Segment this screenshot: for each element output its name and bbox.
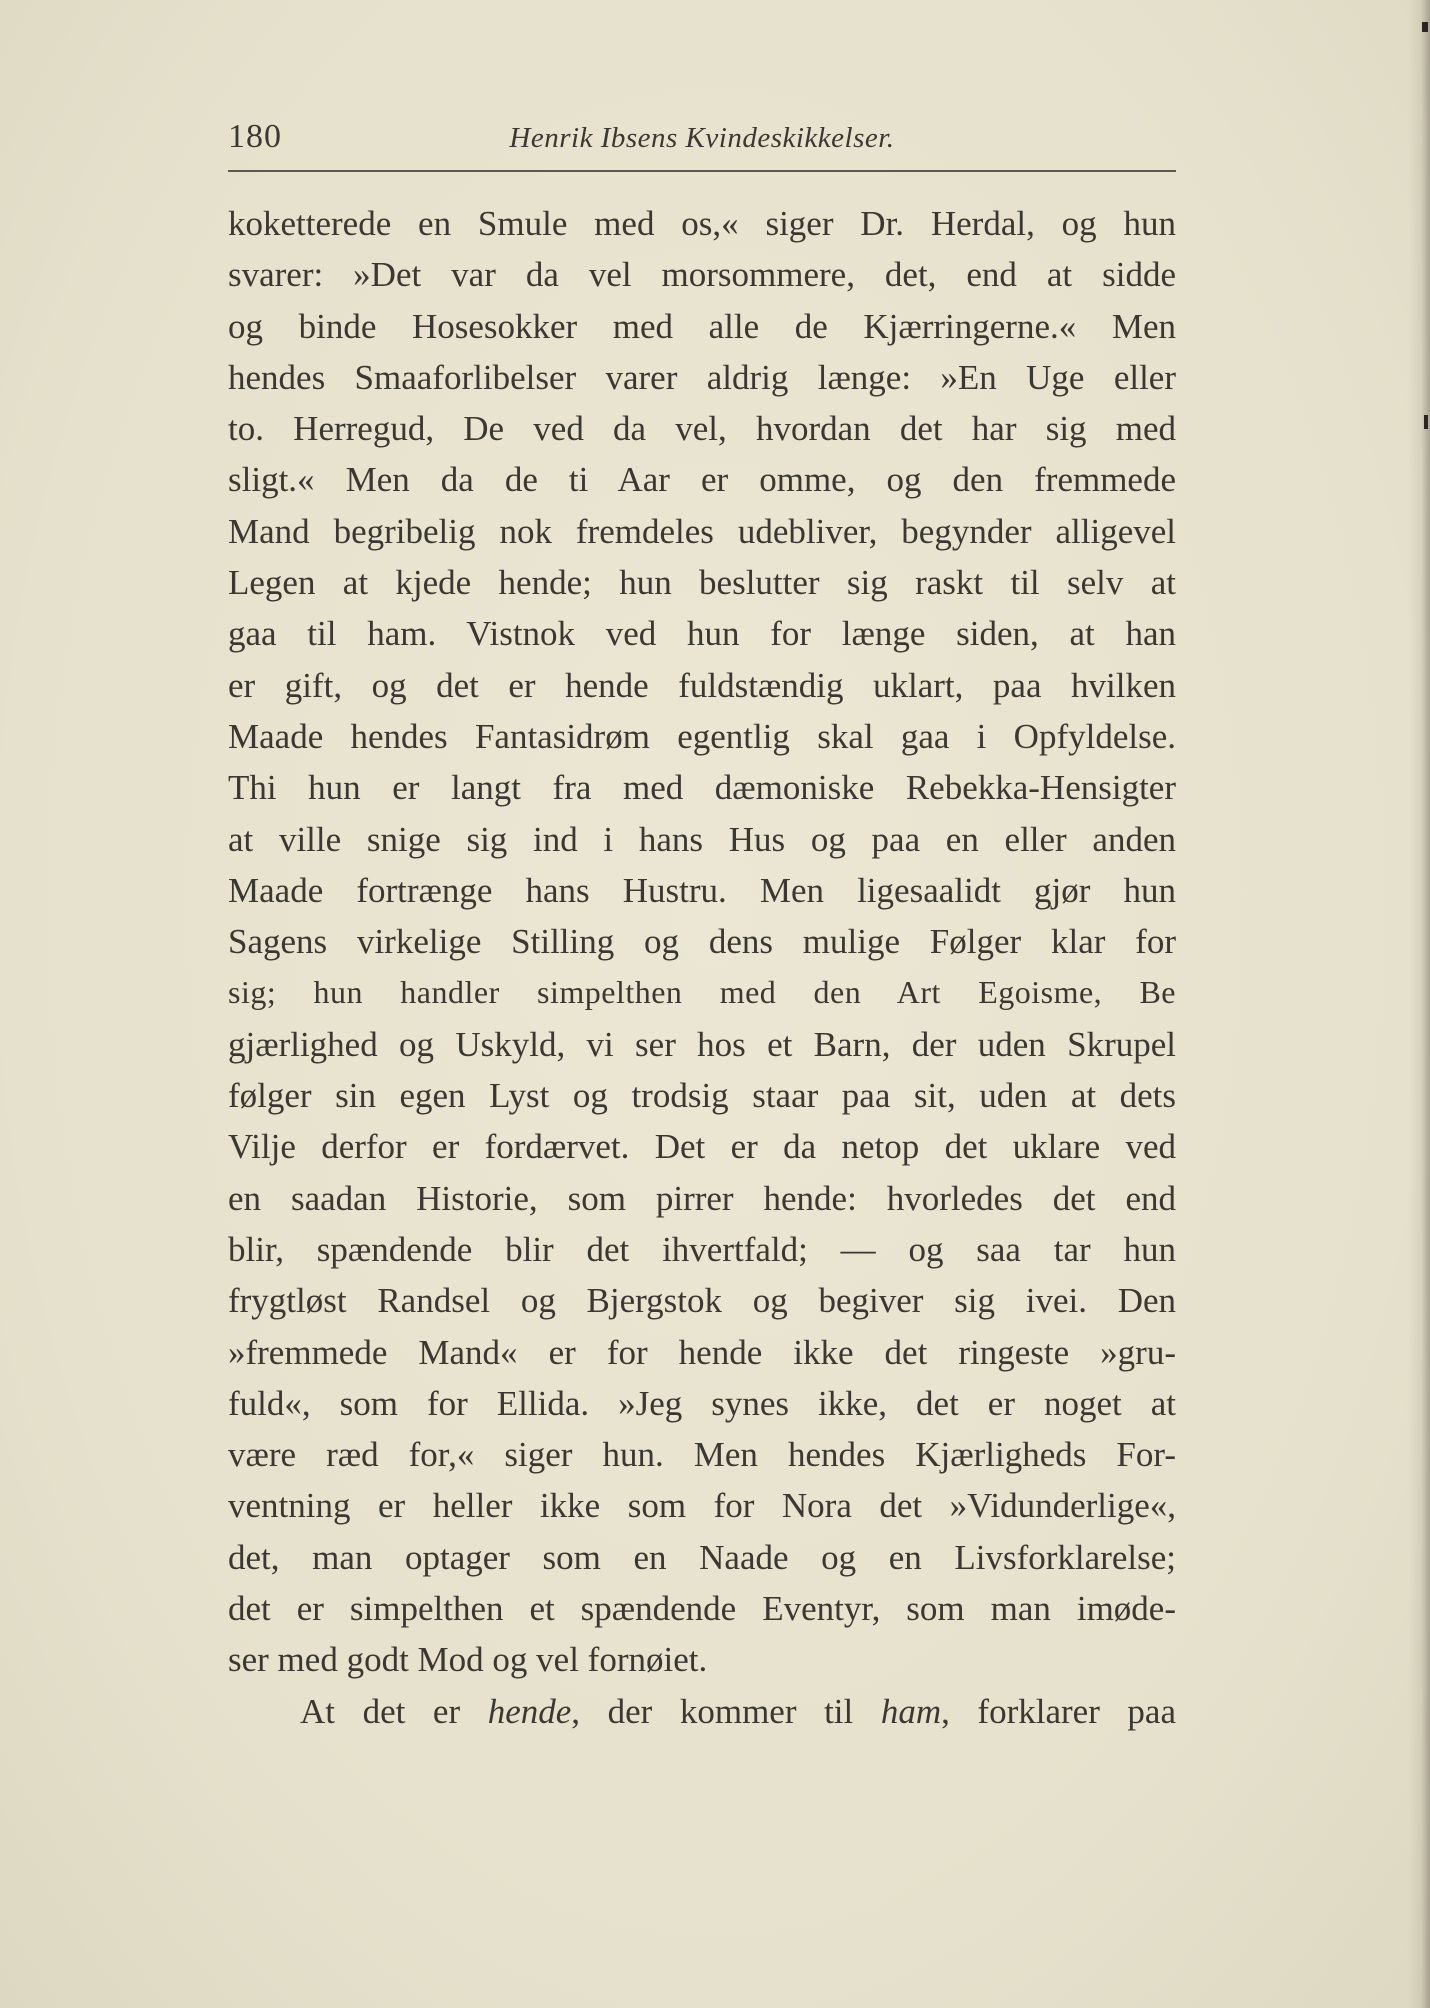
text-line: koketterede en Smule med os,« siger Dr. Herdal, og hun (228, 204, 1176, 243)
text-line: svarer: »Det var da vel morsommere, det, end at sidde (228, 255, 1176, 295)
edge-mark (1422, 22, 1428, 32)
edge-mark (1424, 415, 1428, 429)
text-line: fuld«, som for Ellida. »Jeg synes ikke, det er noget at (228, 1383, 1176, 1423)
text-run: , forklarer paa (941, 1691, 1176, 1731)
emphasis-text: hende (487, 1691, 572, 1731)
text-line: være ræd for,« siger hun. Men hendes Kjærligheds For- (228, 1435, 1176, 1475)
text-line: Sagens virkelige Stilling og dens mulige Følger klar for (228, 922, 1176, 962)
text-line: følger sin egen Lyst og trodsig staar paa sit, uden at dets (228, 1076, 1176, 1116)
running-title: Henrik Ibsens Kvindeskikkelser. (509, 122, 895, 154)
page-header (228, 118, 1176, 170)
text-line: gaa til ham. Vistnok ved hun for længe siden, at han (228, 614, 1176, 654)
text-line: og binde Hosesokker med alle de Kjærringerne.« Men (228, 306, 1176, 346)
text-run: , der kommer til (571, 1691, 881, 1731)
text-line-paragraph-start (228, 1686, 1176, 1737)
text-line: frygtløst Randsel og Bjergstok og begiver sig ivei. Den (228, 1281, 1176, 1321)
text-line-paragraph-end: ser med godt Mod og vel fornøiet. (228, 1640, 708, 1680)
text-line: Maade hendes Fantasidrøm egentlig skal gaa i Opfyldelse. (228, 716, 1176, 756)
text-line: er gift, og det er hende fuldstændig uklart, paa hvilken (228, 665, 1176, 705)
text-line: Vilje derfor er fordærvet. Det er da netop det uklare ved (228, 1127, 1176, 1167)
text-line: Thi hun er langt fra med dæmoniske Rebekka-Hensigter (228, 768, 1176, 808)
page-number: 180 (228, 118, 282, 155)
text-line: en saadan Historie, som pirrer hende: hvorledes det end (228, 1178, 1176, 1218)
header-rule (228, 170, 1176, 172)
text-line: Mand begribelig nok fremdeles udebliver, begynder alligevel (228, 511, 1176, 551)
text-run: At det er (300, 1691, 488, 1731)
page-edge-shadow (1408, 0, 1430, 2008)
text-line: gjærlighed og Uskyld, vi ser hos et Barn, der uden Skrupel (228, 1024, 1176, 1064)
text-line: sligt.« Men da de ti Aar er omme, og den fremmede (228, 460, 1176, 500)
text-line: sig; hun handler simpelthen med den Art Egoisme, Be (228, 974, 1176, 1011)
text-line: hendes Smaaforlibelser varer aldrig længe: »En Uge eller (228, 357, 1176, 397)
body-text (228, 198, 1176, 1737)
text-line: »fremmede Mand« er for hende ikke det ringeste »gru- (228, 1332, 1176, 1372)
text-line: Legen at kjede hende; hun beslutter sig raskt til selv at (228, 563, 1176, 603)
text-line: ventning er heller ikke som for Nora det »Vidunderlige«, (228, 1486, 1176, 1526)
emphasis-text: ham (880, 1691, 942, 1731)
text-line: Maade fortrænge hans Hustru. Men ligesaalidt gjør hun (228, 870, 1176, 910)
text-line: blir, spændende blir det ihvertfald; — og saa tar hun (228, 1229, 1176, 1269)
text-line: det, man optager som en Naade og en Livsforklarelse; (228, 1537, 1176, 1577)
text-line: at ville snige sig ind i hans Hus og paa en eller anden (228, 819, 1176, 859)
text-line: det er simpelthen et spændende Eventyr, som man imøde- (228, 1589, 1176, 1629)
text-line: to. Herregud, De ved da vel, hvordan det har sig med (228, 409, 1176, 449)
